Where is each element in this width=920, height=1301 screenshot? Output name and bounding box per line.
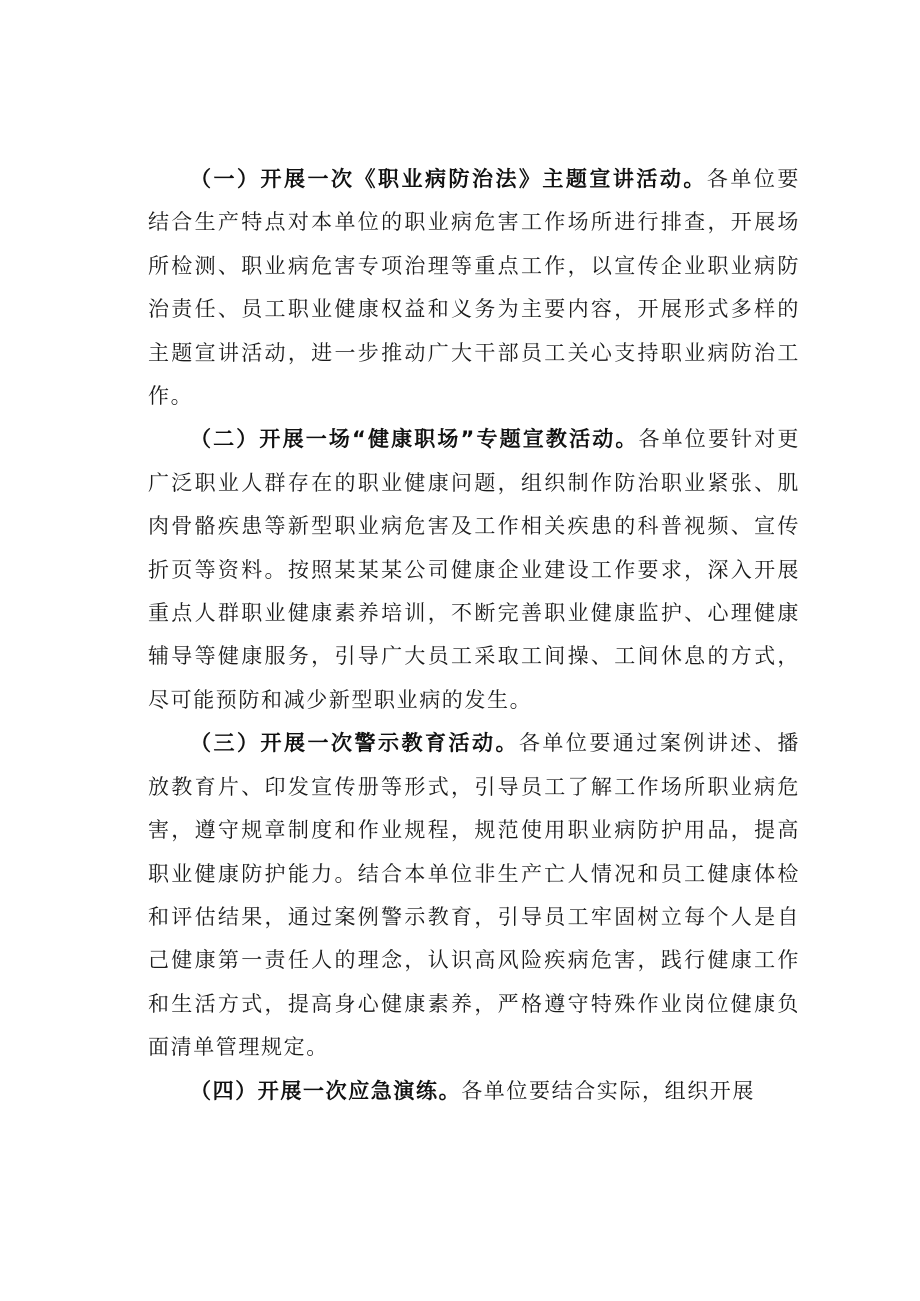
paragraph-3-text: 各单位要通过案例讲述、播放教育片、印发宣传册等形式，引导员工了解工作场所职业病危害，遵守规章制度和作业规程，规范使用职业病防护用品，提高职业健康防护能力。结合本单位非生产亡人情况和员工健康体检和评估结果，通过案例警示教育，引导员工牢固树立每个人是自己健康第一责任人的理念，认识高风险疾病危害，践行健康工作和生活方式，提高身心健康素养，严格遵守特殊作业岗位健康负面清单管理规定。 [148,731,800,1060]
paragraph-3 [148,722,800,1069]
paragraph-4-heading: （四）开展一次应急演练。 [190,1078,462,1103]
document-body [148,158,800,1113]
paragraph-3-heading: （三）开展一次警示教育活动。 [190,731,519,756]
paragraph-1-text: 各单位要结合生产特点对本单位的职业病危害工作场所进行排查，开展场所检测、职业病危害专项治理等重点工作，以宣传企业职业病防治责任、员工职业健康权益和义务为主要内容，开展形式多样的主题宣讲活动，进一步推动广大干部员工关心支持职业病防治工作。 [148,167,800,409]
paragraph-2 [148,418,800,722]
paragraph-2-heading: （二）开展一场“健康职场”专题宣教活动。 [190,427,639,452]
paragraph-4 [148,1070,800,1113]
paragraph-2-text: 各单位要针对更广泛职业人群存在的职业健康问题，组织制作防治职业紧张、肌肉骨骼疾患等新型职业病危害及工作相关疾患的科普视频、宣传折页等资料。按照某某某公司健康企业建设工作要求，深入开展重点人群职业健康素养培训，不断完善职业健康监护、心理健康辅导等健康服务，引导广大员工采取工间操、工间休息的方式，尽可能预防和减少新型职业病的发生。 [148,427,800,712]
paragraph-4-text: 各单位要结合实际，组织开展 [461,1078,756,1103]
paragraph-1 [148,158,800,418]
paragraph-1-heading: （一）开展一次《职业病防治法》主题宣讲活动。 [190,167,707,191]
